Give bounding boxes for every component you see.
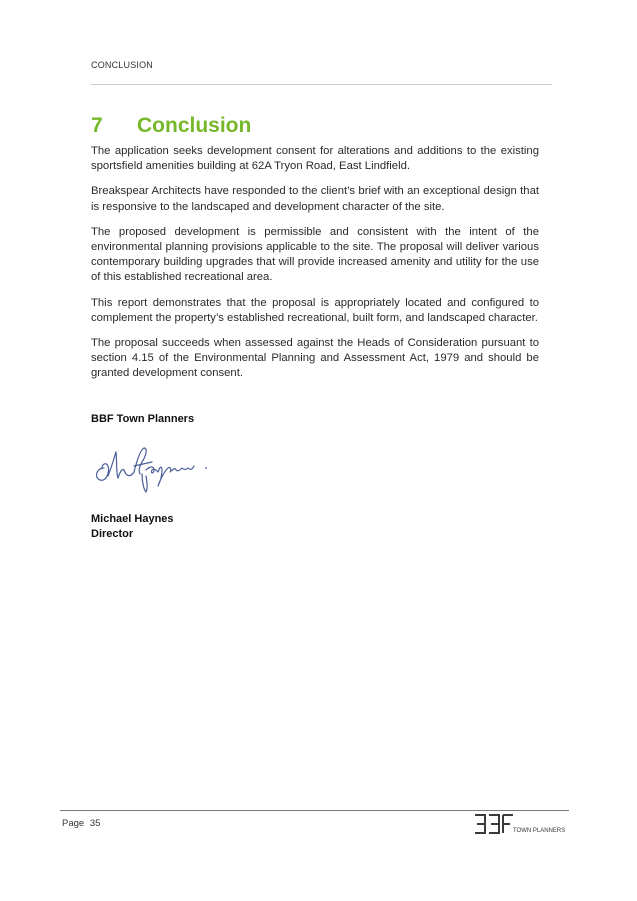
running-header: CONCLUSION [91, 60, 154, 70]
page-label: Page [62, 818, 85, 829]
paragraph: The application seeks development consent for alterations and additions to the existing sportsfield amenities building at 62A Tryon Road, East Lindfield. [91, 145, 539, 173]
paragraph: This report demonstrates that the proposal is appropriately located and configured to complement the property’s established recreational, built form, and landscaped character. [91, 296, 539, 324]
logo-text: TOWN PLANNERS [513, 828, 566, 834]
page-number-value: 35 [89, 818, 101, 829]
section-number: 7 [91, 114, 103, 137]
section-heading [91, 114, 251, 138]
section-title: Conclusion [137, 114, 252, 137]
signatory-role: Director [91, 528, 134, 540]
paragraph: The proposal succeeds when assessed against the Heads of Consideration pursuant to section 4.15 of the Environmental Planning and Assessment Act, 1979 and should be granted development consent. [91, 337, 539, 380]
body-text [91, 144, 539, 392]
company-logo [473, 813, 568, 835]
paragraph: The proposed development is permissible and consistent with the intent of the environmental planning provisions applicable to the site. The proposal will deliver various contemporary building upgrades that will provide increased amenity and utility for the use of this established recreational area. [91, 225, 539, 284]
paragraph: Breakspear Architects have responded to the client’s brief with an exceptional design that is responsive to the landscaped and development character of the site. [91, 185, 539, 213]
footer-divider [60, 810, 569, 811]
signatory-name: Michael Haynes [91, 513, 174, 525]
signature-image [90, 436, 215, 498]
organisation-name: BBF Town Planners [91, 413, 195, 425]
signatory-block [91, 512, 174, 542]
page-number [62, 818, 100, 829]
header-divider [91, 84, 552, 85]
